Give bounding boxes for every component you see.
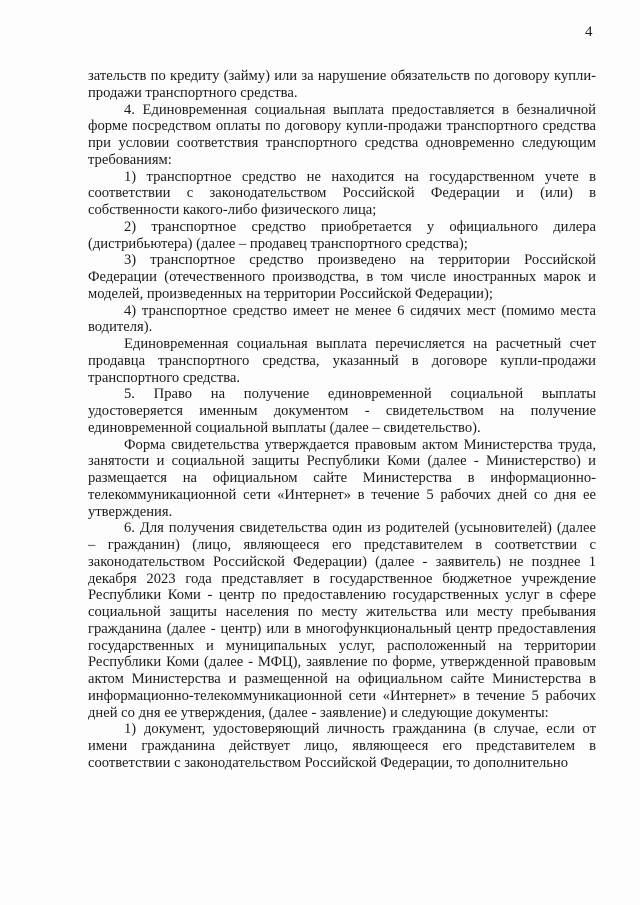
paragraph-item-6: 6. Для получения свидетельства один из родителей (усыновителей) (далее – гражданин) (лицо, являющееся его представителем в соответствии с законодательством Российской Федерации) (далее - заявитель) не позднее 1 декабря 2023 года представляет в государственное бюджетное учреждение Республики Коми - центр по предоставлению государственных услуг в сфере социальной защиты населения по месту жительства или месту пребывания гражданина (далее - центр) или в многофункциональный центр предоставления государственных и муниципальных услуг, расположенный на территории Республики Коми (далее - МФЦ), заявление по форме, утвержденной правовым актом Министерства и размещенной на официальном сайте Министерства в информационно-телекоммуникационной сети «Интернет» в течение 5 рабочих дней со дня ее утверждения, (далее - заявление) и следующие документы: <box>88 520 596 721</box>
paragraph-requirement-4: 4) транспортное средство имеет не менее 6 сидячих мест (помимо места водителя). <box>88 302 596 336</box>
page-number: 4 <box>585 24 593 40</box>
paragraph-requirement-2: 2) транспортное средство приобретается у официального дилера (дистрибьютера) (далее – продавец транспортного средства); <box>88 218 596 252</box>
paragraph-certificate-form: Форма свидетельства утверждается правовым актом Министерства труда, занятости и социальной защиты Республики Коми (далее - Министерство) и размещается на официальном сайте Министерства в информационно-телекоммуникационной сети «Интернет» в течение 5 рабочих дней со дня ее утверждения. <box>88 436 596 520</box>
paragraph-item-5: 5. Право на получение единовременной социальной выплаты удостоверяется именным документом - свидетельством на получение единовременной социальной выплаты (далее – свидетельство). <box>88 386 596 436</box>
paragraph-requirement-3: 3) транспортное средство произведено на территории Российской Федерации (отечественного производства, в том числе иностранных марок и моделей, произведенных на территории Российской Федерации); <box>88 252 596 302</box>
paragraph-continuation: зательств по кредиту (займу) или за нарушение обязательств по договору купли-продажи транспортного средства. <box>88 68 596 101</box>
paragraph-requirement-1: 1) транспортное средство не находится на государственном учете в соответствии с законодательством Российской Федерации и (или) в собственности какого-либо физического лица; <box>88 168 596 218</box>
paragraph-document-1: 1) документ, удостоверяющий личность гражданина (в случае, если от имени гражданина действует лицо, являющееся его представителем в соответствии с законодательством Российской Федерации, то дополнительно <box>88 721 596 771</box>
paragraph-item-4: 4. Единовременная социальная выплата предоставляется в безналичной форме посредством оплаты по договору купли-продажи транспортного средства при условии соответствия транспортного средства одновременно следующим требованиям: <box>88 101 596 168</box>
document-body <box>88 68 596 772</box>
paragraph-payment-transfer: Единовременная социальная выплата перечисляется на расчетный счет продавца транспортного средства, указанный в договоре купли-продажи транспортного средства. <box>88 336 596 386</box>
